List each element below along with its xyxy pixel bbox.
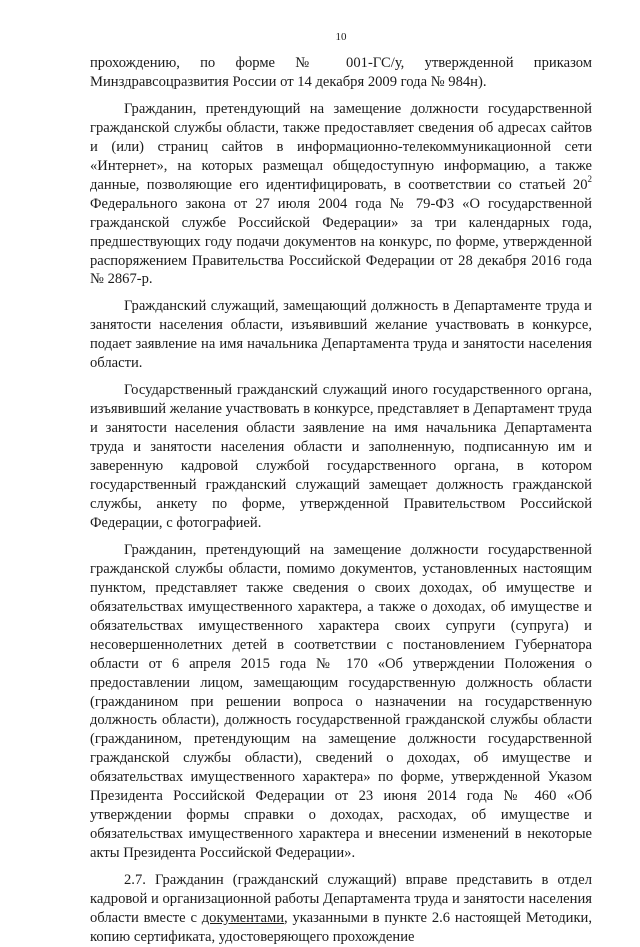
paragraph-income-declaration: Гражданин, претендующий на замещение должности государственной гражданской службы области, помимо документов, установленных настоящим пунктом, представляет также сведения о своих доходах, об имуществе и обязательствах имущественного характера, а также о доходах, об имуществе и обязательствах имущественного характера своих супруги (супруга) и несовершеннолетних детей в соответствии с постановлением Губернатора области от 6 апреля 2015 года № 170 «Об утверждении Положения о предоставлении лицом, замещающим государственную должность области (гражданином при решении вопроса о назначении на государственную должность области), должность государственной гражданской службы области (гражданином, претендующим на замещение должности государственной гражданской службы области), сведений о доходах, об имуществе и обязательствах имущественного характера» по форме, утвержденной Указом Президента Российской Федерации от 23 июня 2014 года № 460 «Об утверждении формы справки о доходах, расходах, об имуществе и обязательствах имущественного характера и внесении изменений в некоторые акты Президента Российской Федерации». (90, 541, 592, 862)
paragraph-text: 2.7. Гражданин (гражданский служащий) вправе представить в отдел кадровой и организационной работы Департамента труда и занятости населения области вместе с (90, 872, 592, 926)
underlined-word: документами (201, 909, 285, 926)
paragraph-2-7 (90, 871, 592, 947)
paragraph-text: Федерального закона от 27 июля 2004 года № 79-ФЗ «О государственной гражданской службе Российской Федерации» за три календарных года, предшествующих году подачи документов на конкурс, по форме, утвержденной распоряжением Правительства Российской Федерации от 28 декабря 2016 года № 2867-р. (90, 195, 592, 288)
paragraph-text: , указанными в пункте 2.6 настоящей Методики, копию сертификата, удостоверяющего прохождение (90, 909, 592, 945)
page-number: 10 (335, 31, 347, 43)
paragraph-other-agency-servant: Государственный гражданский служащий иного государственного органа, изъявивший желание участвовать в конкурсе, представляет в Департамент труда и занятости населения области заявление на имя начальника Департамента труда и занятости населения области и заполненную, подписанную им и заверенную кадровой службой государственного органа, в котором государственный гражданский служащий замещает должность гражданской службы, анкету по форме, утвержденной Правительством Российской Федерации, с фотографией. (90, 382, 592, 531)
paragraph-internet-sites (90, 100, 592, 290)
paragraph-continuation: прохождению, по форме № 001-ГС/у, утвержденной приказом Минздравсоцразвития России от 14 декабря 2009 года № 984н). (90, 55, 592, 90)
paragraph-text: Гражданин, претендующий на замещение должности государственной гражданской службы области, также предоставляет сведения об адресах сайтов и (или) страниц сайтов в информационно-телекоммуникационной сети «Интернет», на которых размещал общедоступную информацию, а также данные, позволяющие его идентифицировать, в соответствии со статьей 20 (90, 100, 592, 193)
superscript: 2 (587, 173, 592, 184)
paragraph-civil-servant: Гражданский служащий, замещающий должность в Департаменте труда и занятости населения области, изъявивший желание участвовать в конкурсе, подает заявление на имя начальника Департамента труда и занятости населения области. (90, 298, 592, 372)
